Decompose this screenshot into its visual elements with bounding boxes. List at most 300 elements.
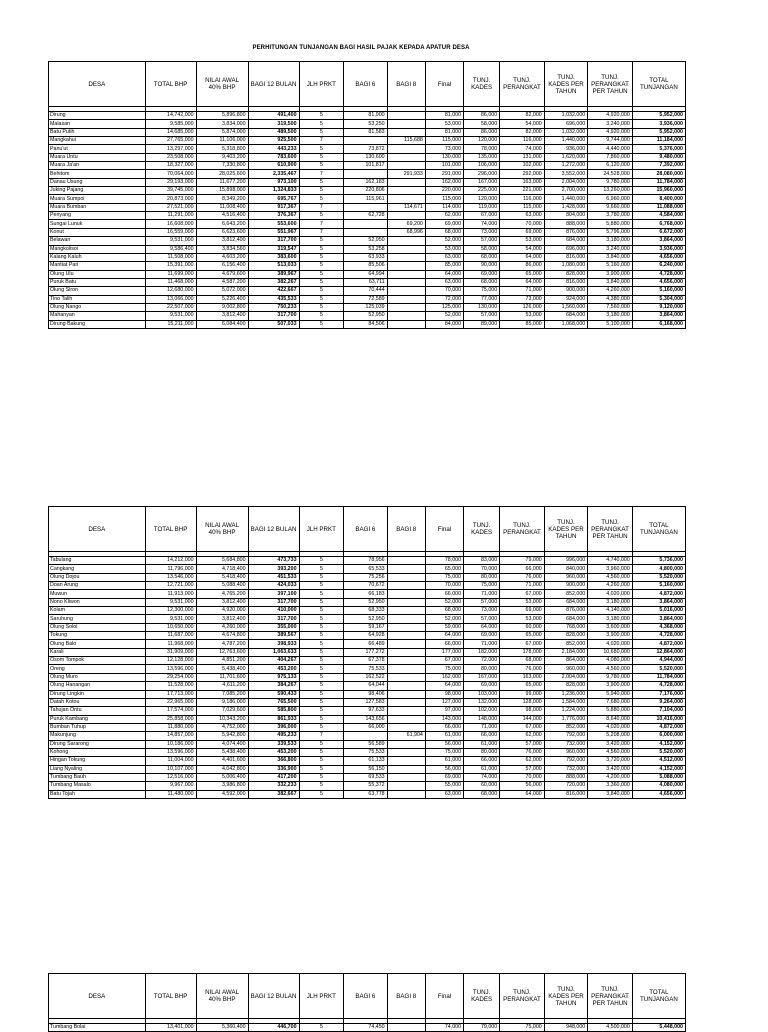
cell-nilai-awal: 4,718,400: [196, 565, 248, 573]
cell-jlh-prkt: 5: [299, 623, 344, 631]
header-tunj-perangkat-per-tahun: TUNJ. PERANGKAT PER TAHUN: [588, 507, 633, 552]
cell-final: 70,000: [425, 287, 463, 295]
cell-total-bhp: 12,300,000: [145, 607, 196, 615]
cell-bagi-12-bulan: 393,200: [248, 565, 299, 573]
cell-total-tunjangan: 7,104,000: [632, 707, 685, 715]
cell-bagi-12-bulan: 319,500: [248, 120, 299, 128]
cell-bagi-6: 78,956: [344, 557, 388, 565]
table-row: [49, 120, 686, 128]
cell-desa: Cangkang: [49, 565, 146, 573]
cell-tunj-perangkat: 82,000: [500, 128, 545, 136]
cell-bagi-6: 70,672: [344, 582, 388, 590]
cell-tunj-perangkat-per-tahun: 9,744,000: [588, 137, 633, 145]
cell-final: 66,000: [425, 640, 463, 648]
cell-tunj-perangkat-per-tahun: 3,900,000: [588, 682, 633, 690]
table-row: [49, 607, 686, 615]
cell-jlh-prkt: 5: [299, 723, 344, 731]
cell-total-tunjangan: 5,160,000: [632, 582, 685, 590]
cell-total-bhp: 11,880,000: [145, 723, 196, 731]
tunjangan-table-1: [48, 61, 686, 329]
cell-desa: Dirung Sararong: [49, 740, 146, 748]
cell-total-bhp: 11,480,000: [145, 790, 196, 798]
cell-bagi-12-bulan: 398,933: [248, 640, 299, 648]
cell-nilai-awal: 4,851,200: [196, 657, 248, 665]
cell-jlh-prkt: 5: [299, 657, 344, 665]
cell-bagi-8: 68,996: [387, 228, 425, 236]
cell-tunj-perangkat: 115,000: [500, 203, 545, 211]
cell-tunj-perangkat: 73,000: [500, 295, 545, 303]
cell-total-tunjangan: 4,728,000: [632, 632, 685, 640]
table-row: [49, 170, 686, 178]
cell-tunj-kades-per-tahun: 852,000: [544, 723, 588, 731]
cell-total-tunjangan: 4,656,000: [632, 278, 685, 286]
cell-jlh-prkt: 5: [299, 237, 344, 245]
header-bagi-6: BAGI 6: [344, 62, 388, 107]
table-row: [49, 732, 686, 740]
header-final: Final: [425, 507, 463, 552]
header-tunj-kades-per-tahun: TUNJ. KADES PER TAHUN: [544, 974, 588, 1019]
cell-tunj-perangkat: 53,000: [500, 237, 545, 245]
table-row: [49, 782, 686, 790]
header-bagi-12-bulan: BAGI 12 BULAN: [248, 974, 299, 1019]
cell-nilai-awal: 9,403,200: [196, 153, 248, 161]
header-total-bhp: TOTAL BHP: [145, 62, 196, 107]
cell-total-bhp: 13,401,000: [145, 1024, 196, 1032]
cell-bagi-8: [387, 757, 425, 765]
cell-bagi-6: 52,950: [344, 615, 388, 623]
cell-nilai-awal: 5,088,400: [196, 582, 248, 590]
cell-tunj-kades-per-tahun: 900,000: [544, 582, 588, 590]
cell-nilai-awal: 4,074,400: [196, 740, 248, 748]
cell-total-tunjangan: 4,512,000: [632, 757, 685, 765]
cell-tunj-perangkat-per-tahun: 3,840,000: [588, 278, 633, 286]
cell-tunj-perangkat-per-tahun: 4,260,000: [588, 287, 633, 295]
cell-bagi-12-bulan: 404,267: [248, 657, 299, 665]
cell-total-bhp: 29,193,000: [145, 178, 196, 186]
cell-total-bhp: 11,968,000: [145, 640, 196, 648]
cell-total-tunjangan: 5,304,000: [632, 295, 685, 303]
cell-total-bhp: 10,186,000: [145, 740, 196, 748]
cell-tunj-perangkat-per-tahun: 5,940,000: [588, 690, 633, 698]
cell-final: 115,000: [425, 195, 463, 203]
cell-tunj-perangkat: 98,000: [500, 707, 545, 715]
table-row: [49, 640, 686, 648]
cell-desa: Doan Arung: [49, 582, 146, 590]
header-desa: DESA: [49, 62, 146, 107]
cell-tunj-kades: 57,000: [464, 615, 500, 623]
cell-tunj-perangkat-per-tahun: 4,560,000: [588, 665, 633, 673]
cell-total-bhp: 9,585,000: [145, 120, 196, 128]
cell-total-bhp: 13,066,000: [145, 295, 196, 303]
cell-jlh-prkt: 7: [299, 220, 344, 228]
cell-jlh-prkt: 5: [299, 245, 344, 253]
cell-nilai-awal: 3,812,400: [196, 615, 248, 623]
cell-desa: Dirung Lingkin: [49, 690, 146, 698]
cell-tunj-kades: 167,000: [464, 178, 500, 186]
cell-bagi-6: 75,533: [344, 665, 388, 673]
cell-bagi-8: [387, 112, 425, 120]
cell-tunj-perangkat: 53,000: [500, 615, 545, 623]
cell-total-tunjangan: 4,152,000: [632, 740, 685, 748]
cell-tunj-perangkat: 69,000: [500, 228, 545, 236]
cell-desa: Mantiat Pari: [49, 262, 146, 270]
table-row: [49, 698, 686, 706]
cell-bagi-6: 61,133: [344, 757, 388, 765]
cell-bagi-8: 61,904: [387, 732, 425, 740]
cell-bagi-12-bulan: 551,967: [248, 228, 299, 236]
cell-total-tunjangan: 4,152,000: [632, 765, 685, 773]
cell-bagi-8: [387, 287, 425, 295]
cell-jlh-prkt: 5: [299, 320, 344, 328]
cell-bagi-6: 101,817: [344, 162, 388, 170]
cell-total-tunjangan: 3,936,000: [632, 120, 685, 128]
cell-total-bhp: 14,742,000: [145, 112, 196, 120]
cell-bagi-6: 63,711: [344, 278, 388, 286]
cell-nilai-awal: 4,603,200: [196, 253, 248, 261]
cell-desa: Puruk Batu: [49, 278, 146, 286]
table-row: [49, 623, 686, 631]
cell-tunj-kades-per-tahun: 1,776,000: [544, 715, 588, 723]
cell-jlh-prkt: 5: [299, 270, 344, 278]
cell-nilai-awal: 11,677,200: [196, 178, 248, 186]
cell-tunj-kades-per-tahun: 1,620,000: [544, 153, 588, 161]
cell-final: 177,000: [425, 648, 463, 656]
cell-nilai-awal: 4,587,200: [196, 278, 248, 286]
cell-tunj-perangkat: 53,000: [500, 598, 545, 606]
cell-tunj-perangkat-per-tahun: 3,180,000: [588, 598, 633, 606]
cell-nilai-awal: 5,226,400: [196, 295, 248, 303]
table-row: [49, 615, 686, 623]
cell-bagi-6: 69,533: [344, 773, 388, 781]
cell-bagi-8: [387, 590, 425, 598]
cell-final: 53,000: [425, 120, 463, 128]
cell-nilai-awal: 5,942,800: [196, 732, 248, 740]
cell-bagi-8: [387, 145, 425, 153]
header-nilai-awal: NILAI AWAL 40% BHP: [196, 507, 248, 552]
cell-desa: Batu Tojah: [49, 790, 146, 798]
cell-desa: Malasan: [49, 120, 146, 128]
cell-tunj-perangkat-per-tahun: 3,840,000: [588, 790, 633, 798]
table-row: [49, 312, 686, 320]
cell-bagi-6: 72,589: [344, 295, 388, 303]
cell-desa: Olung Ulu: [49, 270, 146, 278]
table-row: [49, 128, 686, 136]
cell-tunj-kades: 66,000: [464, 757, 500, 765]
header-tunj-kades: TUNJ. KADES: [464, 974, 500, 1019]
cell-bagi-6: 75,533: [344, 748, 388, 756]
cell-tunj-kades: 130,000: [464, 303, 500, 311]
cell-tunj-perangkat-per-tahun: 4,200,000: [588, 773, 633, 781]
header-desa: DESA: [49, 507, 146, 552]
cell-tunj-perangkat: 64,000: [500, 253, 545, 261]
cell-tunj-kades-per-tahun: 1,560,000: [544, 303, 588, 311]
cell-nilai-awal: 6,623,600: [196, 228, 248, 236]
cell-tunj-perangkat-per-tahun: 6,120,000: [588, 162, 633, 170]
cell-total-tunjangan: 4,944,000: [632, 657, 685, 665]
cell-final: 69,000: [425, 220, 463, 228]
cell-tunj-perangkat: 163,000: [500, 178, 545, 186]
cell-bagi-6: 56,150: [344, 765, 388, 773]
cell-nilai-awal: 9,186,000: [196, 698, 248, 706]
cell-tunj-kades-per-tahun: 1,224,000: [544, 707, 588, 715]
cell-tunj-perangkat: 76,000: [500, 748, 545, 756]
cell-total-bhp: 39,745,000: [145, 187, 196, 195]
cell-tunj-kades: 86,000: [464, 128, 500, 136]
cell-total-tunjangan: 5,448,000: [632, 1024, 685, 1032]
cell-total-bhp: 11,528,000: [145, 682, 196, 690]
cell-total-bhp: 13,596,000: [145, 748, 196, 756]
cell-bagi-12-bulan: 610,900: [248, 162, 299, 170]
cell-nilai-awal: 9,002,800: [196, 303, 248, 311]
cell-total-tunjangan: 4,728,000: [632, 270, 685, 278]
cell-jlh-prkt: 5: [299, 112, 344, 120]
cell-bagi-8: [387, 665, 425, 673]
cell-bagi-6: 64,928: [344, 632, 388, 640]
cell-jlh-prkt: 5: [299, 312, 344, 320]
cell-bagi-8: 69,200: [387, 220, 425, 228]
cell-final: 143,000: [425, 715, 463, 723]
cell-total-tunjangan: 5,520,000: [632, 573, 685, 581]
cell-tunj-perangkat-per-tahun: 4,740,000: [588, 557, 633, 565]
cell-final: 52,000: [425, 598, 463, 606]
cell-final: 98,000: [425, 690, 463, 698]
cell-total-bhp: 9,967,000: [145, 782, 196, 790]
cell-bagi-6: 73,872: [344, 145, 388, 153]
cell-tunj-perangkat: 163,000: [500, 673, 545, 681]
header-row: [49, 974, 686, 1019]
table-row: [49, 790, 686, 798]
cell-bagi-12-bulan: 389,967: [248, 270, 299, 278]
cell-desa: Tokung: [49, 632, 146, 640]
cell-bagi-8: [387, 573, 425, 581]
cell-desa: Dirung: [49, 112, 146, 120]
cell-bagi-6: 53,250: [344, 120, 388, 128]
cell-desa: Panu'ut: [49, 145, 146, 153]
cell-nilai-awal: 11,106,000: [196, 137, 248, 145]
cell-final: 220,000: [425, 187, 463, 195]
cell-total-tunjangan: 6,672,000: [632, 228, 685, 236]
cell-final: 64,000: [425, 632, 463, 640]
cell-bagi-6: 52,950: [344, 598, 388, 606]
header-jlh-prkt: JLH PRKT: [299, 62, 344, 107]
cell-jlh-prkt: 5: [299, 748, 344, 756]
cell-tunj-perangkat: 67,000: [500, 640, 545, 648]
table-row: [49, 203, 686, 211]
cell-nilai-awal: 3,834,560: [196, 245, 248, 253]
cell-total-tunjangan: 7,176,000: [632, 690, 685, 698]
cell-bagi-6: 53,258: [344, 245, 388, 253]
cell-bagi-6: 97,633: [344, 707, 388, 715]
cell-tunj-perangkat: 76,000: [500, 665, 545, 673]
cell-tunj-kades-per-tahun: 948,000: [544, 1024, 588, 1032]
cell-total-tunjangan: 5,952,000: [632, 128, 685, 136]
cell-bagi-12-bulan: 585,800: [248, 707, 299, 715]
cell-tunj-kades-per-tahun: 732,000: [544, 765, 588, 773]
cell-bagi-12-bulan: 513,033: [248, 262, 299, 270]
cell-total-tunjangan: 4,656,000: [632, 253, 685, 261]
cell-jlh-prkt: 5: [299, 665, 344, 673]
cell-bagi-6: 56,589: [344, 740, 388, 748]
tunjangan-table-3: [48, 973, 686, 1032]
cell-bagi-8: [387, 582, 425, 590]
cell-total-bhp: 14,685,000: [145, 128, 196, 136]
header-tunj-perangkat-per-tahun: TUNJ. PERANGKAT PER TAHUN: [588, 62, 633, 107]
cell-tunj-perangkat: 65,000: [500, 632, 545, 640]
cell-nilai-awal: 3,812,400: [196, 237, 248, 245]
cell-total-tunjangan: 4,872,000: [632, 590, 685, 598]
cell-tunj-kades-per-tahun: 852,000: [544, 590, 588, 598]
cell-jlh-prkt: 5: [299, 278, 344, 286]
cell-total-tunjangan: 6,768,000: [632, 220, 685, 228]
cell-total-bhp: 70,064,000: [145, 170, 196, 178]
cell-tunj-kades-per-tahun: 684,000: [544, 237, 588, 245]
header-desa: DESA: [49, 974, 146, 1019]
cell-total-bhp: 13,297,000: [145, 145, 196, 153]
cell-total-bhp: 15,211,000: [145, 320, 196, 328]
cell-final: 125,000: [425, 303, 463, 311]
table-row: [49, 748, 686, 756]
cell-bagi-12-bulan: 453,200: [248, 665, 299, 673]
cell-tunj-kades: 83,000: [464, 557, 500, 565]
cell-desa: Mahanyan: [49, 312, 146, 320]
cell-tunj-kades-per-tahun: 960,000: [544, 748, 588, 756]
cell-desa: Tino Talih: [49, 295, 146, 303]
cell-desa: Olung Nango: [49, 303, 146, 311]
cell-tunj-kades-per-tahun: 900,000: [544, 287, 588, 295]
cell-final: 72,000: [425, 295, 463, 303]
cell-tunj-perangkat-per-tahun: 3,420,000: [588, 765, 633, 773]
cell-total-bhp: 29,254,000: [145, 673, 196, 681]
cell-tunj-perangkat-per-tahun: 10,680,000: [588, 648, 633, 656]
cell-tunj-perangkat-per-tahun: 4,560,000: [588, 573, 633, 581]
cell-final: 61,000: [425, 757, 463, 765]
cell-total-tunjangan: 3,864,000: [632, 237, 685, 245]
table-row: [49, 187, 686, 195]
cell-tunj-kades: 57,000: [464, 598, 500, 606]
cell-jlh-prkt: 5: [299, 673, 344, 681]
cell-tunj-kades-per-tahun: 696,000: [544, 120, 588, 128]
cell-nilai-awal: 5,438,400: [196, 748, 248, 756]
cell-nilai-awal: 4,674,800: [196, 632, 248, 640]
table-row: [49, 137, 686, 145]
cell-tunj-kades-per-tahun: 792,000: [544, 732, 588, 740]
cell-jlh-prkt: 5: [299, 598, 344, 606]
cell-tunj-perangkat-per-tahun: 4,920,000: [588, 128, 633, 136]
cell-bagi-8: [387, 607, 425, 615]
cell-total-bhp: 25,858,000: [145, 715, 196, 723]
header-bagi-12-bulan: BAGI 12 BULAN: [248, 62, 299, 107]
cell-bagi-8: [387, 723, 425, 731]
cell-tunj-kades: 167,000: [464, 673, 500, 681]
cell-tunj-kades: 68,000: [464, 253, 500, 261]
cell-tunj-kades-per-tahun: 828,000: [544, 632, 588, 640]
header-bagi-6: BAGI 6: [344, 974, 388, 1019]
cell-nilai-awal: 3,812,400: [196, 312, 248, 320]
cell-bagi-12-bulan: 2,335,467: [248, 170, 299, 178]
header-jlh-prkt: JLH PRKT: [299, 974, 344, 1019]
cell-bagi-6: 162,522: [344, 673, 388, 681]
cell-bagi-12-bulan: 783,600: [248, 153, 299, 161]
cell-total-bhp: 9,531,000: [145, 312, 196, 320]
cell-tunj-kades: 296,000: [464, 170, 500, 178]
cell-tunj-perangkat-per-tahun: 4,140,000: [588, 607, 633, 615]
cell-desa: Nono Kliwon: [49, 598, 146, 606]
cell-desa: Olung Dojou: [49, 573, 146, 581]
cell-tunj-kades: 72,000: [464, 657, 500, 665]
cell-tunj-perangkat: 116,000: [500, 137, 545, 145]
table-row: [49, 557, 686, 565]
cell-bagi-8: [387, 557, 425, 565]
cell-nilai-awal: 4,679,600: [196, 270, 248, 278]
cell-final: 66,000: [425, 590, 463, 598]
cell-tunj-perangkat-per-tahun: 5,880,000: [588, 707, 633, 715]
page-title: PERHITUNGAN TUNJANGAN BAGI HASIL PAJAK KEPADA APATUR DESA: [252, 45, 470, 51]
cell-bagi-6: 127,583: [344, 698, 388, 706]
table-row: [49, 245, 686, 253]
cell-bagi-8: [387, 690, 425, 698]
cell-total-bhp: 20,873,000: [145, 195, 196, 203]
cell-tunj-perangkat: 57,000: [500, 765, 545, 773]
cell-bagi-12-bulan: 765,500: [248, 698, 299, 706]
cell-total-tunjangan: 4,080,000: [632, 782, 685, 790]
cell-bagi-6: 68,333: [344, 607, 388, 615]
cell-bagi-12-bulan: 366,800: [248, 757, 299, 765]
cell-total-bhp: 17,574,000: [145, 707, 196, 715]
cell-desa: Kolam: [49, 607, 146, 615]
table-row: [49, 715, 686, 723]
cell-nilai-awal: 3,834,000: [196, 120, 248, 128]
table-row: [49, 303, 686, 311]
cell-desa: Osom Tompok: [49, 657, 146, 665]
table-row: [49, 270, 686, 278]
cell-tunj-kades: 58,000: [464, 120, 500, 128]
cell-tunj-kades: 119,000: [464, 203, 500, 211]
cell-total-tunjangan: 7,392,000: [632, 162, 685, 170]
cell-desa: Sungai Lunuk: [49, 220, 146, 228]
cell-total-tunjangan: 4,368,000: [632, 623, 685, 631]
cell-bagi-6: 84,506: [344, 320, 388, 328]
table-row: [49, 237, 686, 245]
cell-tunj-perangkat: 71,000: [500, 287, 545, 295]
cell-bagi-6: 62,728: [344, 212, 388, 220]
cell-total-bhp: 27,765,000: [145, 137, 196, 145]
cell-tunj-perangkat: 86,000: [500, 262, 545, 270]
cell-bagi-12-bulan: 424,033: [248, 582, 299, 590]
cell-desa: Tabulang: [49, 557, 146, 565]
cell-tunj-perangkat-per-tahun: 4,500,000: [588, 1024, 633, 1032]
cell-total-tunjangan: 3,936,000: [632, 245, 685, 253]
cell-tunj-perangkat: 67,000: [500, 723, 545, 731]
cell-tunj-perangkat: 74,000: [500, 145, 545, 153]
cell-bagi-12-bulan: 489,500: [248, 128, 299, 136]
cell-tunj-perangkat: 62,000: [500, 757, 545, 765]
cell-total-bhp: 11,004,000: [145, 757, 196, 765]
cell-bagi-12-bulan: 397,100: [248, 590, 299, 598]
header-tunj-perangkat: TUNJ. PERANGKAT: [500, 507, 545, 552]
cell-nilai-awal: 4,765,200: [196, 590, 248, 598]
cell-final: 56,000: [425, 740, 463, 748]
cell-tunj-perangkat: 76,000: [500, 573, 545, 581]
cell-tunj-kades-per-tahun: 768,000: [544, 623, 588, 631]
table-row: [49, 565, 686, 573]
cell-nilai-awal: 5,418,400: [196, 573, 248, 581]
cell-bagi-8: 115,688: [387, 137, 425, 145]
cell-bagi-8: [387, 598, 425, 606]
cell-tunj-perangkat: 64,000: [500, 278, 545, 286]
cell-total-tunjangan: 12,864,000: [632, 648, 685, 656]
cell-tunj-perangkat-per-tahun: 3,240,000: [588, 245, 633, 253]
cell-bagi-12-bulan: 396,000: [248, 723, 299, 731]
